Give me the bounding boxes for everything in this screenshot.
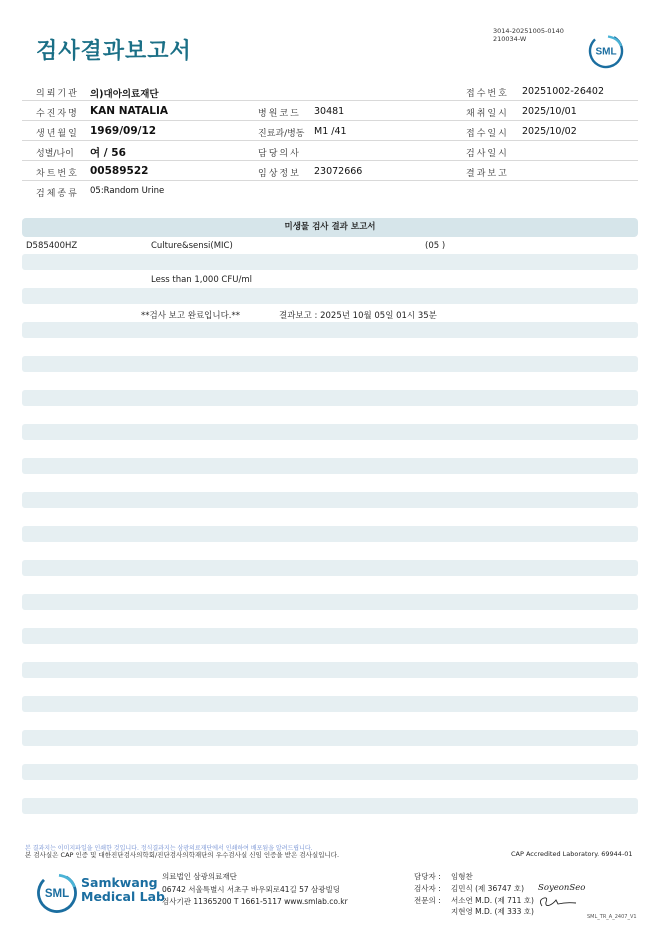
- sml-logo: [588, 33, 624, 69]
- result-stripe: [22, 254, 638, 270]
- manager-label: 담당자 :: [414, 872, 441, 881]
- receipt-date-label: 접수일시: [466, 129, 509, 139]
- info-row-5: [22, 161, 638, 181]
- result-stripe: [22, 628, 638, 644]
- address: 06742 서울특별시 서초구 바우뫼로41길 57 삼광빌딩: [162, 884, 341, 894]
- info-row-3: [22, 121, 638, 141]
- footer-brand: [81, 876, 165, 904]
- signature-image: [536, 878, 592, 912]
- hospital-code-label: 병원코드: [258, 109, 301, 119]
- image-notice: 본 결과지는 이미지파일을 인쇄한 것입니다. 정식결과지는 삼광의료재단에서 인쇄하여 배포됨을 알려드립니다.: [25, 845, 313, 852]
- collect-date-label: 채취일시: [466, 109, 509, 119]
- birth-value: 1969/09/12: [90, 125, 157, 137]
- result-stripe: [22, 390, 638, 406]
- specialist-1: 서소연 M.D. (제 711 호): [451, 896, 534, 905]
- org-name: 의료법인 삼광의료재단: [162, 872, 237, 881]
- certification-text: 본 검사실은 CAP 인증 및 대한진단검사의학회/진단검사의학재단의 우수검사실 신임 인증을 받은 검사실입니다.: [25, 851, 340, 859]
- specialist-2: 지현영 M.D. (제 333 호): [451, 907, 534, 916]
- result-stripe: [22, 764, 638, 780]
- document-number-line1: 3014-20251005-0140: [493, 27, 564, 35]
- hospital-code-value: 30481: [314, 106, 345, 117]
- footer-logo-text: SML: [44, 888, 70, 900]
- info-row-1: [22, 81, 638, 101]
- patient-label: 수진자명: [36, 109, 79, 119]
- form-code: SML_TR_A_2407_V1: [587, 914, 637, 920]
- test-date-label: 검사일시: [466, 149, 509, 159]
- results-section-title: 미생물 검사 결과 보고서: [22, 218, 638, 237]
- receipt-no-label: 접수번호: [466, 89, 509, 99]
- test-name: Culture&sensi(MIC): [151, 241, 233, 251]
- dept-label: 진료과/병동: [258, 129, 305, 139]
- document-number: [493, 27, 564, 43]
- cap-accreditation: CAP Accredited Laboratory. 69944-01: [511, 850, 633, 858]
- chart-value: 00589522: [90, 165, 149, 177]
- sex-age-value: 여 / 56: [90, 147, 126, 159]
- result-stripe: [22, 560, 638, 576]
- result-stripe: [22, 594, 638, 610]
- tester-name: 김민식 (제 36747 호): [451, 884, 525, 893]
- result-stripe: [22, 356, 638, 372]
- test-code: D585400HZ: [26, 241, 78, 251]
- dept-value: M1 /41: [314, 126, 347, 137]
- test-result: Less than 1,000 CFU/ml: [151, 275, 252, 285]
- result-stripe: [22, 662, 638, 678]
- clinical-value: 23072666: [314, 166, 363, 177]
- document-number-line2: 210034-W: [493, 35, 527, 43]
- sml-logo-text: SML: [595, 46, 617, 58]
- signature-text: SoyeonSeo: [538, 883, 586, 893]
- clinical-label: 임상정보: [258, 169, 301, 179]
- manager-name: 임형찬: [451, 872, 473, 881]
- receipt-no-value: 20251002-26402: [522, 86, 605, 97]
- result-stripe: [22, 730, 638, 746]
- brand-line1: Samkwang: [81, 875, 158, 890]
- birth-label: 생년월일: [36, 129, 79, 139]
- result-stripe: [22, 526, 638, 542]
- info-row-4: [22, 141, 638, 161]
- institution-label: 의뢰기관: [36, 89, 79, 99]
- lab-address-block: [162, 871, 348, 909]
- result-stripe: [22, 798, 638, 814]
- result-stripe: [22, 492, 638, 508]
- result-stripe: [22, 322, 638, 338]
- specialist-label: 전문의 :: [414, 896, 441, 905]
- chart-label: 차트번호: [36, 169, 79, 179]
- result-stripe: [22, 696, 638, 712]
- patient-value: KAN NATALIA: [90, 105, 169, 117]
- institution-value: 의)대아의료재단: [90, 89, 159, 100]
- tester-label: 검사자 :: [414, 884, 441, 893]
- page-title: 검사결과보고서: [36, 39, 192, 64]
- doctor-label: 담당의사: [258, 149, 301, 159]
- collect-date-value: 2025/10/01: [522, 106, 577, 117]
- info-row-6: [22, 181, 638, 201]
- result-stripe: [22, 288, 638, 304]
- complete-note: **검사 보고 완료입니다.**: [141, 311, 241, 321]
- brand-line2: Medical Lab: [81, 889, 165, 904]
- result-stripe: [22, 458, 638, 474]
- footer-sml-logo: [36, 872, 78, 914]
- result-stripe: [22, 424, 638, 440]
- specimen-label: 검체종류: [36, 189, 79, 199]
- contact: 검사기관 11365200 T 1661-5117 www.smlab.co.kr: [162, 897, 348, 906]
- info-row-2: [22, 101, 638, 121]
- sex-age-label: 성별/나이: [36, 149, 74, 159]
- report-time: 결과보고 : 2025년 10월 05일 01시 35분: [279, 311, 437, 321]
- specimen-code: (05 ): [425, 241, 446, 251]
- specimen-value: 05:Random Urine: [90, 186, 165, 196]
- receipt-date-value: 2025/10/02: [522, 126, 577, 137]
- report-label: 결과보고: [466, 169, 509, 179]
